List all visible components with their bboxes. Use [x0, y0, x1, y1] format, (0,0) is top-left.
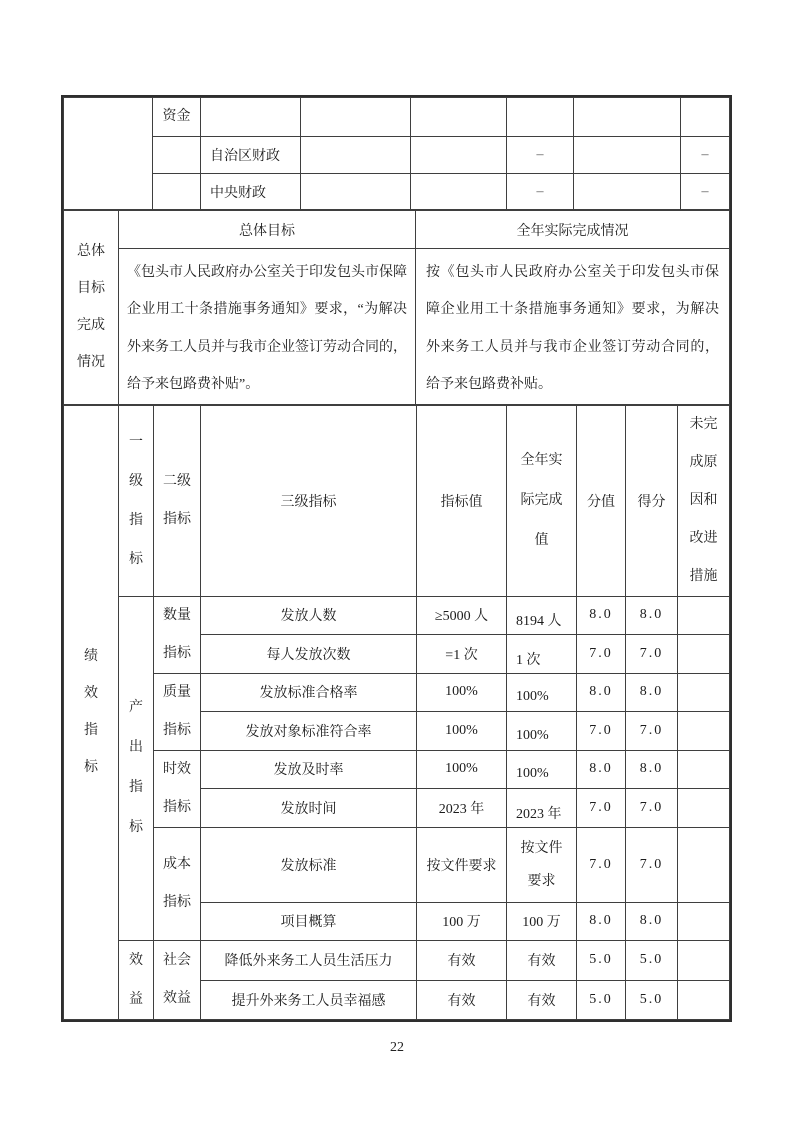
- scoremax-cell: 8.0: [577, 673, 626, 712]
- page-number: 22: [390, 1040, 404, 1055]
- score-cell: 8.0: [626, 902, 678, 940]
- scoremax-cell: 8.0: [577, 596, 626, 635]
- header-score-cell: 得分: [626, 405, 678, 596]
- reason-cell: [678, 980, 730, 1019]
- empty-cell: [301, 98, 411, 137]
- header-target-cell: 指标值: [417, 405, 507, 596]
- scoremax-cell: 7.0: [577, 789, 626, 828]
- scoremax-cell: 5.0: [577, 980, 626, 1019]
- scoremax-cell: 7.0: [577, 712, 626, 751]
- level3-cell: 每人发放次数: [201, 635, 417, 674]
- level3-cell: 发放时间: [201, 789, 417, 828]
- reason-cell: [678, 673, 730, 712]
- funds-label-cell: [153, 98, 201, 137]
- funds-label: 资金: [162, 109, 191, 124]
- level2-quality-cell: 质量指标: [154, 673, 201, 750]
- empty-cell: [507, 98, 574, 137]
- table-row: [64, 750, 730, 789]
- score-cell: 8.0: [626, 750, 678, 789]
- empty-cell: [574, 174, 681, 210]
- actual-cell: 2023 年: [507, 789, 577, 828]
- actual-cell: 100%: [507, 673, 577, 712]
- empty-cell: [681, 98, 730, 137]
- level3-cell: 发放标准: [201, 827, 417, 902]
- actual-cell: 1 次: [507, 635, 577, 674]
- header-level3-cell: 三级指标: [201, 405, 417, 596]
- empty-cell: [411, 137, 507, 174]
- actual-cell: 100 万: [507, 902, 577, 940]
- score-cell: 7.0: [626, 827, 678, 902]
- score-cell: 7.0: [626, 712, 678, 751]
- actual-cell: 100%: [507, 750, 577, 789]
- funds-source-cell: 自治区财政: [201, 137, 301, 174]
- reason-cell: [678, 789, 730, 828]
- level3-cell: 发放对象标准符合率: [201, 712, 417, 751]
- empty-cell: [301, 137, 411, 174]
- level2-cost-cell: 成本指标: [154, 827, 201, 940]
- level3-cell: 降低外来务工人员生活压力: [201, 940, 417, 980]
- reason-cell: [678, 750, 730, 789]
- level2-social-benefit-cell: 社会效益: [154, 940, 201, 1019]
- empty-cell: [411, 174, 507, 210]
- actual-cell: 有效: [507, 980, 577, 1019]
- target-cell: ≥5000 人: [417, 596, 507, 635]
- table-row: [64, 249, 730, 405]
- indicators-side-label-cell: [64, 405, 119, 1019]
- scoremax-cell: 8.0: [577, 750, 626, 789]
- reason-cell: [678, 712, 730, 751]
- level2-timeliness-cell: 时效指标: [154, 750, 201, 827]
- table-row: [64, 174, 730, 210]
- overall-actual-text: 按《包头市人民政府办公室关于印发包头市保障企业用工十条措施事务通知》要求，为解决外来务工人员并与我市企业签订劳动合同的，给予来包路费补贴。: [416, 249, 730, 405]
- funds-carryover-table: [63, 97, 730, 210]
- level3-cell: 发放人数: [201, 596, 417, 635]
- header-scoremax-cell: 分值: [577, 405, 626, 596]
- table-row: [64, 596, 730, 635]
- overall-goal-side-label: 总体目标完成情况: [76, 244, 105, 371]
- target-cell: 100%: [417, 750, 507, 789]
- overall-goal-text: 《包头市人民政府办公室关于印发包头市保障企业用工十条措施事务通知》要求，“为解决外来务工人员并与我市企业签订劳动合同的，给予来包路费补贴”。: [119, 249, 416, 405]
- level3-cell: 发放及时率: [201, 750, 417, 789]
- level3-cell: 提升外来务工人员幸福感: [201, 980, 417, 1019]
- target-cell: 100%: [417, 673, 507, 712]
- reason-cell: [678, 827, 730, 902]
- table-row: [64, 211, 730, 249]
- target-cell: 2023 年: [417, 789, 507, 828]
- header-actual-cell: 全年实际完成值: [507, 405, 577, 596]
- level3-cell: 项目概算: [201, 902, 417, 940]
- actual-cell: 按文件要求: [507, 827, 577, 902]
- target-cell: 按文件要求: [417, 827, 507, 902]
- level3-cell: 发放标准合格率: [201, 673, 417, 712]
- scoremax-cell: 5.0: [577, 940, 626, 980]
- scoremax-cell: 7.0: [577, 827, 626, 902]
- funds-value-cell: –: [681, 137, 730, 174]
- reason-cell: [678, 635, 730, 674]
- header-level1-cell: 一级指标: [119, 405, 154, 596]
- indicators-header-row: [64, 405, 730, 596]
- target-cell: 100%: [417, 712, 507, 751]
- score-cell: 8.0: [626, 673, 678, 712]
- performance-report-table: [61, 95, 732, 1022]
- empty-cell: [153, 174, 201, 210]
- reason-cell: [678, 940, 730, 980]
- table-row: [64, 673, 730, 712]
- funds-value-cell: –: [507, 137, 574, 174]
- header-reason-cell: 未完成原因和改进措施: [678, 405, 730, 596]
- target-cell: 100 万: [417, 902, 507, 940]
- reason-cell: [678, 596, 730, 635]
- target-cell: =1 次: [417, 635, 507, 674]
- empty-cell: [301, 174, 411, 210]
- target-cell: 有效: [417, 940, 507, 980]
- overall-goal-table: [63, 210, 730, 405]
- score-cell: 7.0: [626, 789, 678, 828]
- level1-output-cell: 产出指标: [119, 596, 154, 940]
- score-cell: 7.0: [626, 635, 678, 674]
- actual-cell: 100%: [507, 712, 577, 751]
- table-row: [64, 137, 730, 174]
- header-level2-cell: 二级指标: [154, 405, 201, 596]
- empty-cell: [201, 98, 301, 137]
- table-row: [64, 827, 730, 902]
- scoremax-cell: 8.0: [577, 902, 626, 940]
- indicators-table: [63, 405, 730, 1020]
- indicators-side-label: 绩效指标: [84, 649, 98, 776]
- funds-source-cell: 中央财政: [201, 174, 301, 210]
- target-cell: 有效: [417, 980, 507, 1019]
- overall-goal-side-label-cell: [64, 211, 119, 405]
- score-cell: 5.0: [626, 980, 678, 1019]
- score-cell: 5.0: [626, 940, 678, 980]
- actual-cell: 有效: [507, 940, 577, 980]
- empty-cell: [574, 98, 681, 137]
- funds-value-cell: –: [681, 174, 730, 210]
- empty-cell: [574, 137, 681, 174]
- level1-benefit-cell: 效益: [119, 940, 154, 1019]
- table-row: [64, 98, 730, 137]
- funds-value-cell: –: [507, 174, 574, 210]
- funds-left-blank-cell: [64, 98, 153, 210]
- overall-actual-header: 全年实际完成情况: [416, 211, 730, 249]
- reason-cell: [678, 902, 730, 940]
- score-cell: 8.0: [626, 596, 678, 635]
- overall-goal-header: 总体目标: [119, 211, 416, 249]
- empty-cell: [411, 98, 507, 137]
- empty-cell: [153, 137, 201, 174]
- actual-cell: 8194 人: [507, 596, 577, 635]
- level2-quantity-cell: 数量指标: [154, 596, 201, 673]
- table-row: [64, 940, 730, 980]
- scoremax-cell: 7.0: [577, 635, 626, 674]
